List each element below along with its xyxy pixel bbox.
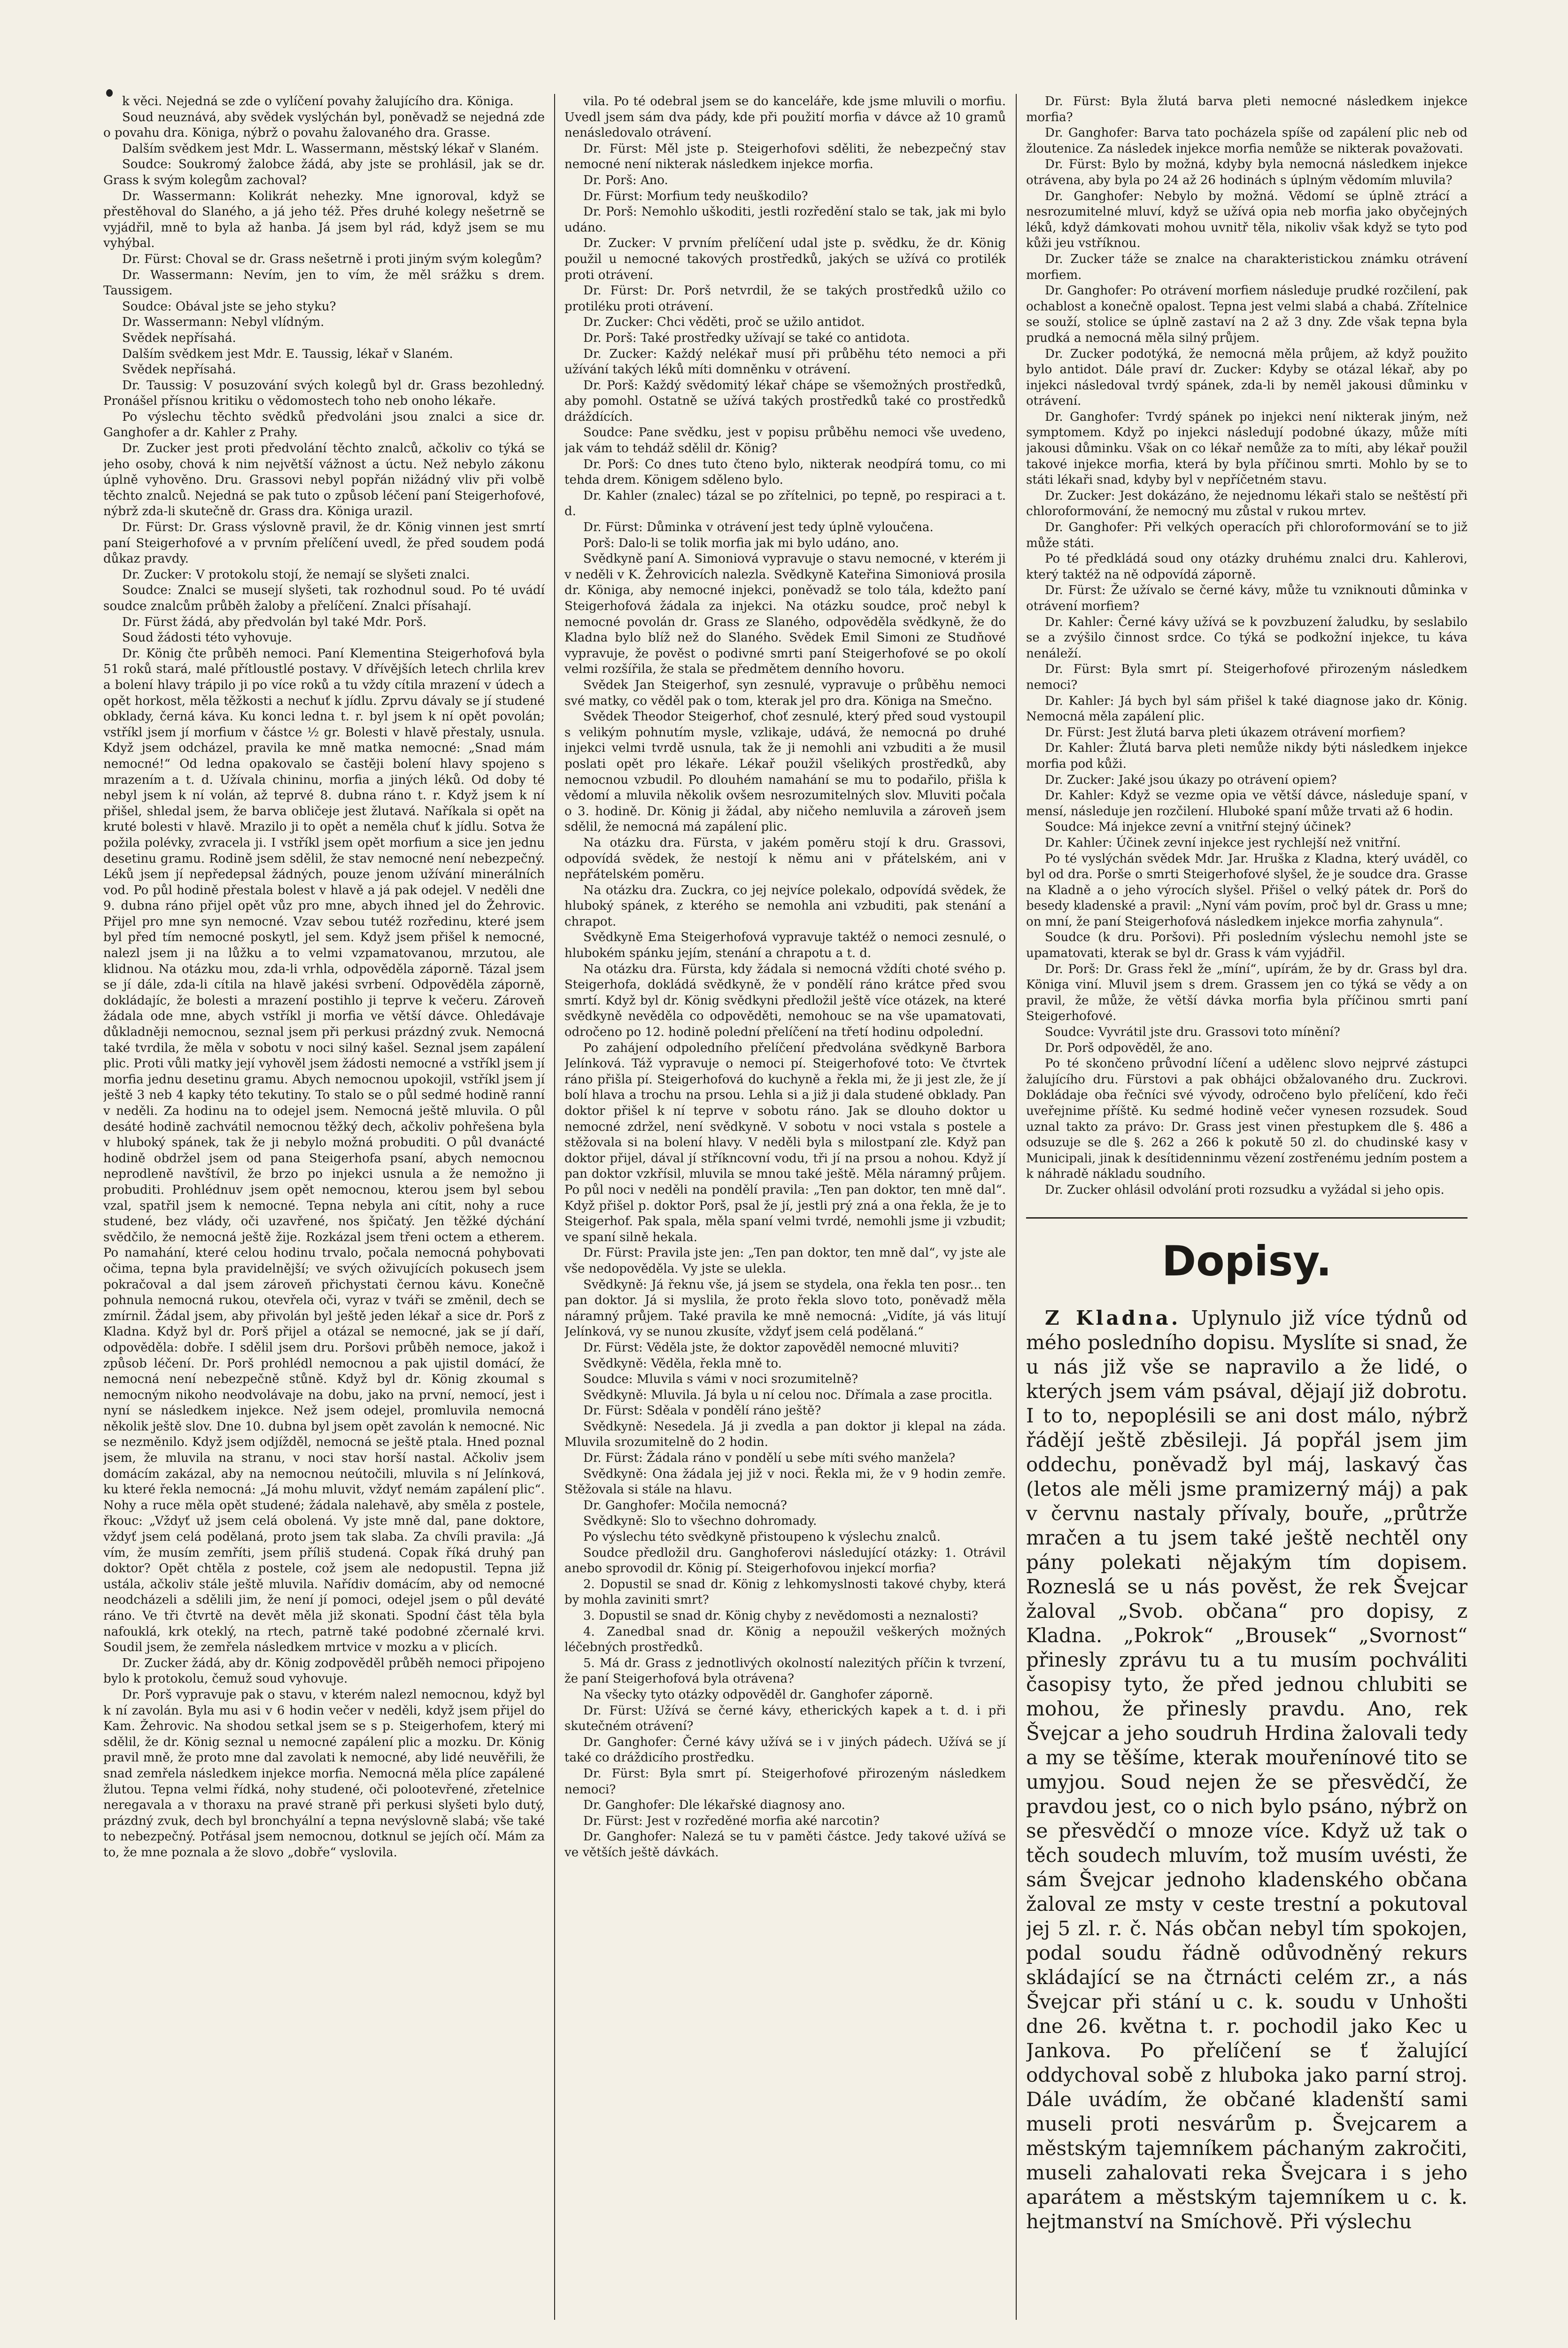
paragraph: Dr. Zucker podotýká, že nemocná měla průjem, až když použito bylo antidot. Dále praví dr. Zucker: Kdyby se otázal lékař, aby po injekci následoval tvrdý spánek, zda-li by neměl jakousi důminku v otrávení. bbox=[1026, 347, 1468, 409]
paragraph: Dr. Fürst: Že užívalo se černé kávy, může tu vzniknouti důminka v otrávení morfiem? bbox=[1026, 583, 1468, 613]
paragraph: Soudce: Vyvrátil jste dru. Grassovi toto mínění? bbox=[1045, 1025, 1340, 1040]
paragraph: Dr. Fürst žádá, aby předvolán byl také Mdr. Porš. bbox=[122, 615, 427, 629]
paragraph: Soudce: Znalci se musejí slyšeti, tak rozhodnul soud. Po té uvádí soudce znalcům průběh žaloby a přelíčení. Znalci přísahají. bbox=[103, 583, 545, 613]
paragraph: Dr. Kahler: Já bych byl sám přišel k také diagnose jako dr. König. Nemocná měla zapálení plic. bbox=[1026, 694, 1468, 724]
paragraph: Dr. Kahler: Žlutá barva pleti nemůže nikdy býti následkem injekce morfia pod kůži. bbox=[1026, 741, 1468, 771]
paragraph: Svědkyně: Slo to všechno dohromady. bbox=[583, 1514, 817, 1529]
paragraph: Dalším svědkem jest Mdr. L. Wassermann, městský lékař v Slaném. bbox=[122, 141, 539, 156]
paragraph: Dr. Zucker: Jest dokázáno, že nejednomu lékaři stalo se neštěstí při chloroformování, že nemocný mu zůstal v rukou mrtev. bbox=[1026, 488, 1468, 519]
paragraph: Dr. Fürst: Věděla jste, že doktor zapověděl nemocné mluviti? bbox=[583, 1340, 959, 1355]
paragraph: Svědek Jan Steigerhof, syn zesnulé, vypravuje o průběhu nemoci své matky, co věděl pak o tom, kterak jel pro dra. Königa na Smečno. bbox=[564, 678, 1006, 708]
paragraph: Po zahájení odpoledního přelíčení předvolána svědkyně Barbora Jelínková. Táž vypravuje o nemoci pí. Steigerhofové toto: Ve čtvrtek ráno přišla pí. Steigerhofová do kuchyně a řekla mi, že ji jest zle, že jí bolí hlava a trochu na prsou. Lehla si a již ji dala studené obklady. Pan doktor přišel k ní teprve v sobotu ráno. Jak se dlouho doktor u nemocné zdržel, není svědkyně. V sobotu v noci vstala s postele a stěžovala si na bolení hlavy. V neděli byla s milostpaní zle. Když pan doktor přijel, dával jí stříkncovní vodu, tři jí na prsou a nohou. Když jí pan doktor vzkřísil, mluvila se mnou také ještě. Měla náramný průjem. Po půl noci v neděli na pondělí pravila: „Ten pan doktor, ten mně dal“. Když přišel p. doktor Porš, psal že jí, jestli prý zná a ona řekla, že je to Steigerhof. Pak spala, měla spaní velmi tvrdé, nemohli jsme ji vzbudit; ve spaní silně hekala. bbox=[564, 1041, 1006, 1244]
paragraph: Dr. Ganghofer: Po otrávení morfiem následuje prudké rozčilení, pak ochablost a konečně opalost. Tepna jest velmi slabá a chabá. Zřítelnice se souží, stolice se úplně zastaví na 2 až 3 dny. Zde však tepna byla prudká a nemocná měla silný průjem. bbox=[1026, 284, 1468, 345]
paragraph: Svědkyně: Já řeknu vše, já jsem se stydela, ona řekla ten posr... ten pan doktor. Já si myslila, že proto řekla slovo toto, poněvadž měla náramný průjem. Také pravila ke mně nemocná: „Vidíte, já vás litují Jelínková, vy se nunou zkusíte, vždyť jsem celá podělaná.“ bbox=[564, 1277, 1006, 1339]
paragraph: Dr. Fürst: Pravila jste jen: „Ten pan doktor, ten mně dal“, vy jste ale vše nedopověděla. Vy jste se ulekla. bbox=[564, 1246, 1006, 1276]
paragraph: Soudce předložil dru. Ganghoferovi následující otázky: 1. Otrávil anebo sprovodil dr. König pí. Steigerhofovou injekcí morfia? bbox=[564, 1545, 1006, 1576]
paragraph: Dr. Ganghofer: Barva tato pocházela spíše od zapálení plic neb od žloutenice. Za následek injekce morfia nemůže se nikterak považovati. bbox=[1026, 126, 1468, 156]
paragraph: Dr. Fürst: Důminka v otrávení jest tedy úplně vyloučena. bbox=[583, 520, 934, 535]
paragraph: Dr. Zucker: Chci věděti, proč se užilo antidot. bbox=[583, 315, 865, 330]
paragraph: Po té skončeno průvodní líčení a udělenc slovo nejprvé zástupci žalujícího dru. Fürstovi a pak obhájci obžalovaného dru. Zuckrovi. Dokládaje oba řečníci své vývody, odročeno bylo přelíčení, kdo řeči uveřejnime příště. Ku sedmé hodině večer vynesen rozsudek. Soud uznal takto za právo: Dr. Grass jest vinen přestupkem dle §. 486 a odsuzuje se dle §. 262 a 266 k pokutě 50 zl. do chudinské kasy v Municipali, jinak k desítidenninmu vězení zostřenému jedním postem a k náhradě nákladu soudního. bbox=[1026, 1057, 1468, 1182]
paragraph: Dr. Fürst: Morfium tedy neuškodilo? bbox=[583, 189, 808, 203]
paragraph: Dr. Wassermann: Nevím, jen to vím, že měl srážku s drem. Taussigem. bbox=[103, 268, 545, 298]
paragraph: Dr. Zucker: Každý nelékař musí při průběhu této nemoci a při užívání takých léků míti domněnku v otrávení. bbox=[564, 347, 1006, 377]
paragraph: Svědkyně: Věděla, řekla mně to. bbox=[583, 1356, 782, 1371]
paragraph: Soudce: Má injekce zevní a vnitřní stejný účinek? bbox=[1045, 820, 1351, 834]
column-rule-1 bbox=[554, 94, 555, 2320]
dopis-kladno bbox=[1026, 1306, 1468, 2234]
paragraph: Dr. Porš: Dr. Grass řekl že „míní“, upírám, že by dr. Grass byl dra. Königa viní. Mluvil jsem s drem. Grassem jen co týká se vědy a on pravil, že může, že větší dávka morfia byla příčinou smrti paní Steigerhofové. bbox=[1026, 962, 1468, 1024]
paragraph: Dr. Fürst: Dr. Porš netvrdil, že se takých prostředků užilo co protiléku proti otrávení. bbox=[564, 284, 1006, 314]
paragraph: Soudce: Obával jste se jeho styku? bbox=[122, 299, 336, 314]
paragraph: Po té vyslýchán svědek Mdr. Jar. Hruška z Kladna, který uváděl, co byl od dra. Porše o smrti Steigerhofové slyšel, že je soudce dra. Grasse na Kladně a o jeho výrocích slyšel. Přišel o velký pátek dr. Porš do besedy kladenské a pravil: „Nyní vám povím, proč byl dr. Grass u mne; on mní, že paní Steigerhofová následkem injekce morfia zahynula“. bbox=[1026, 851, 1468, 929]
paragraph: Dr. Fürst: Jest v rozředěné morfia aké narcotin? bbox=[583, 1814, 880, 1828]
paragraph: Svědkyně: Nesedela. Já ji zvedla a pan doktor ji klepal na záda. Mluvila srozumitelně do 2 hodin. bbox=[564, 1419, 1006, 1450]
paragraph: Dr. Fürst: Bylo by možná, kdyby byla nemocná následkem injekce otrávena, aby byla po 24 až 26 hodinách s úplným vědomím mluvila? bbox=[1026, 157, 1468, 187]
paragraph: Dr. Kahler: Účinek zevní injekce jest rychlejší než vnitřní. bbox=[1045, 835, 1401, 850]
paragraph: Svědkyně: Ona žádala jej již v noci. Řekla mi, že v 9 hodin zemře. Stěžovala si stále na hlavu. bbox=[564, 1467, 1006, 1497]
paragraph: Dr. Fürst: Byla žlutá barva pleti nemocné následkem injekce morfia? bbox=[1026, 94, 1468, 124]
paragraph: Soud neuznává, aby svědek vyslýchán byl, poněvadž se nejedná zde o povahu dra. Königa, nýbrž o povahu žalovaného dra. Grasse. bbox=[103, 110, 545, 140]
paragraph: Dr. Ganghofer: Dle lékařské diagnosy ano. bbox=[583, 1798, 845, 1813]
paragraph: Svědkyně: Mluvila. Já byla u ní celou noc. Dřímala a zase procitla. bbox=[583, 1388, 993, 1402]
paragraph: Dr. Zucker táže se znalce na charakteristickou známku otrávení morfiem. bbox=[1026, 252, 1468, 282]
paragraph: 2. Dopustil se snad dr. König z lehkomyslnosti takové chyby, která by mohla zaviniti smrt? bbox=[564, 1577, 1006, 1607]
paragraph: Dr. Wassermann: Nebyl vlídným. bbox=[122, 315, 324, 330]
paragraph: Dr. Porš: Co dnes tuto čteno bylo, nikterak neodpírá tomu, co mi tehda drem. Königem sděleno bylo. bbox=[564, 457, 1006, 487]
paragraph: Soudce: Pane svědku, jest v popisu průběhu nemoci vše uvedeno, jak vám to tehdáž sdělil dr. König? bbox=[564, 425, 1006, 456]
paragraph: Po výslechu této svědkyně přistoupeno k výslechu znalců. bbox=[583, 1530, 941, 1545]
paragraph: Soudce: Soukromý žalobce žádá, aby jste se prohlásil, jak se dr. Grass k svým kolegům zachoval? bbox=[103, 157, 545, 187]
paragraph: Dr. Ganghofer: Při velkých operacích při chloroformování se to již může státi. bbox=[1026, 520, 1468, 550]
paragraph: Soud žádosti této vyhovuje. bbox=[122, 631, 293, 645]
paragraph: Dr. Zucker: V protokolu stojí, že nemají se slyšeti znalci. bbox=[122, 567, 470, 582]
section-separator bbox=[1026, 1217, 1468, 1219]
paragraph: Svědek nepřísahá. bbox=[122, 363, 236, 377]
section-heading: Dopisy. bbox=[1162, 1236, 1332, 1285]
paragraph: 4. Zanedbal snad dr. König a nepoužil veškerých možných léčebných prostředků. bbox=[564, 1624, 1006, 1655]
paragraph: Dr. Porš vypravuje pak o stavu, v kterém nalezl nemocnou, když byl k ní zavolán. Byla mu asi v 6 hodin večer v neděli, když jsem přijel do Kam. Žehrovic. Na shodou setkal jsem se s p. Steigerhofem, který mi sdělil, že dr. König seznal u nemocné zapálení plic a mozku. Dr. König pravil mně, že proto mne dal zavolati k nemocné, aby lidé neuvěřili, že snad zemřela následkem injekce morfia. Nemocná měla plíce zapálené žlutou. Tepna velmi řídká, nohy studené, oči polootevřené, zřetelnice neregavala a v thoraxu na pravé straně při perkusi slyšeti bylo dutý, prázdný zvuk, dech byl bronchyální a tepna nevýslovně slabá; vše také to nebezpečný. Potřásal jsem nemocnou, dotknul se jejích očí. Mám za to, že mne poznala a že slovo „dobře“ vyslovila. bbox=[103, 1687, 545, 1860]
paragraph: Dalším svědkem jest Mdr. E. Taussig, lékař v Slaném. bbox=[122, 347, 453, 361]
paragraph: Dr. Fürst: Užívá se černé kávy, etherických kapek a t. d. i při skutečném otrávení? bbox=[564, 1703, 1006, 1734]
column-3 bbox=[1026, 94, 1468, 2320]
column-rule-2 bbox=[1016, 94, 1017, 2320]
column-1 bbox=[103, 94, 545, 2320]
paragraph: Svědkyně paní A. Simoniová vypravuje o stavu nemocné, v kterém ji v neděli v K. Žehrovicích nalezla. Svědkyně Kateřina Simoniová prosila dr. Königa, aby nemocné injekci, poněvadž se tolo tála, kdežto paní Steigerhofová žádala za injekci. Na otázku soudce, proč nebyl k nemocné povolán dr. Grass ze Slaného, odpověděla svědkyně, že do Kladna bylo blíž než do Slaného. Svědek Emil Simoni ze Studňové vypravuje, že pověst o podivné smrti paní Steigerhofové se po okolí velmi rozšířila, že stala se předmětem denního hovoru. bbox=[564, 552, 1006, 677]
paragraph: Dr. Taussig: V posuzování svých kolegů byl dr. Grass bezohledný. Pronášel přísnou kritiku o vědomostech toho neb onoho lékaře. bbox=[103, 378, 545, 409]
paragraph: Soudce (k dru. Poršovi). Při posledním výslechu nemohl jste se upamatovati, kterak se byl dr. Grass k vám vyjádřil. bbox=[1026, 930, 1468, 961]
paragraph: Dr. Ganghofer: Močila nemocná? bbox=[583, 1498, 787, 1513]
paragraph: Dr. Ganghofer: Nalezá se tu v paměti částce. Jedy takové užívá se ve větších ještě dávkách. bbox=[564, 1830, 1006, 1860]
paragraph: Dr. Fürst: Choval se dr. Grass nešetrně i proti jiným svým kolegům? bbox=[122, 252, 542, 266]
paragraph: vila. Po té odebral jsem se do kanceláře, kde jsme mluvili o morfiu. Uvedl jsem sám dva pády, kde při použití morfia v dávce až 10 gramů nenásledovalo otrávení. bbox=[564, 94, 1006, 140]
paragraph: Po té předkládá soud ony otázky druhému znalci dru. Kahlerovi, který taktéž na ně odpovídá záporně. bbox=[1026, 552, 1468, 582]
paragraph: Svědek Theodor Steigerhof, choť zesnulé, který před soud vystoupil s velikým pohnutím mysle, vzlikaje, udává, že nemocná po druhé injekci velmi tvrdě usnula, tak že ji nemohli ani vzbuditi a že musil poslati opět pro lékaře. Lékař použil všelikých prostředků, aby nemocnou vzbudil. Po dlouhém namahání se mu to podařilo, přišla k vědomí a mluvila několik ovšem nesrozumitelných slov. Mluviti počala o 3. hodině. Dr. König ji žádal, aby ničeho nemluvila a zároveň jsem sdělil, že nemocná má zapálení plic. bbox=[564, 710, 1006, 834]
dateline-text: Uplynulo již více týdnů od mého posledního dopisu. Myslíte si snad, že u nás již vše se napravilo a že lidé, o kterých jsem vám psával, dějají již dobrotu. I to to, nepoplésili se ani dost málo, nýbrž řádějí ještě zběsileji. Já popřál jsem jim oddechu, poněvadž byl máj, laskavý čas (letos ale měli jsme pramizerný máj) a pak v červnu nastaly přívaly, bouře, „průtrže mračen a tu jsem také ještě nechtěl ony pány polekati nějakým tím dopisem. Rozneslá se u nás pověst, že rek Švejcar žaloval „Svob. občana“ pro dopisy, z Kladna. „Pokrok“ „Brousek“ „Svornost“ přinesly zprávu tu a tu musím pochváliti časopisy tyto, že před jednou chlubiti se mohou, že přinesly pravdu. Ano, rek Švejcar a jeho soudruh Hrdina žalovali tedy a my se těšíme, kterak mouřenínové tito se umyjou. Soud nejen že se přesvědčí, že pravdou jest, co o nich bylo psáno, nýbrž on se přesvědčí o mnoze více. Když už tak o těch soudech mluvím, tož musím uvésti, že sám Švejcar jednoho kladenského občana žaloval ze msty v ceste trestní a pokutoval jej 5 zl. r. č. Nás občan nebyl tím spokojen, podal soudu řádně odůvodněný rekurs skládající se na čtrnácti celém zr., a nás Švejcar při stání u c. k. soudu v Unhošti dne 26. května t. r. pochodil jako Kec u Jankova. Po přelíčení se ť žalující oddychoval sobě z hluboka jako parní stroj. Dále uvádím, že občané kladenští sami museli proti nesvárům p. Švejcarem a městským tajemníkem páchaným zakročiti, museli zahalovati reka Švejcara i s jeho aparátem a městským tajemníkem u c. k. hejtmanství na Smíchově. Při výslechu bbox=[1026, 1306, 1468, 2233]
paragraph: Na otázku dra. Zuckra, co jej nejvíce polekalo, odpovídá svědek, že hluboký spánek, z kterého se nemohla ani vzbuditi, pak stenání a chrapot. bbox=[564, 883, 1006, 929]
paragraph: Dr. Zucker: Jaké jsou úkazy po otrávení opiem? bbox=[1045, 772, 1337, 787]
paragraph: Dr. Porš: Ano. bbox=[583, 173, 668, 187]
paragraph: Soudce: Mluvila s vámi v noci srozumitelně? bbox=[583, 1372, 858, 1387]
paragraph: Dr. Zucker jest proti předvolání těchto znalců, ačkoliv co týká se jeho osoby, chová k nim největší vážnost a úctu. Než nebylo zákonu úplně vyhověno. Dru. Grassovi nebyl popřán nižádný vliv při volbě těchto znalců. Nejedná se pak tuto o způsob léčení paní Steigerhofové, nýbrž zda-li skutečně dr. Grass dra. Königa urazil. bbox=[103, 441, 545, 519]
paragraph: Dr. Porš odpověděl, že ano. bbox=[1045, 1041, 1213, 1055]
paragraph: Dr. Fürst: Dr. Grass výslovně pravil, že dr. König vinnen jest smrtí paní Steigerhofové a v prvním přelíčení uvedl, že před soudem podá důkaz pravdy. bbox=[103, 520, 545, 566]
dateline-lead: Z Kladna. bbox=[1045, 1306, 1181, 1329]
paragraph: Dr. Kahler: Černé kávy užívá se k povzbuzení žaludku, by seslabilo se a zvýšilo činnost srdce. Co týká se podkožní injekce, tu káva nenáleží. bbox=[1026, 615, 1468, 661]
paragraph: Dr. Fürst: Žádala ráno v pondělí u sebe míti svého manžela? bbox=[583, 1451, 956, 1466]
paragraph: Na otázku dra. Fürsta, kdy žádala si nemocná vždíti choté svého p. Steigerhofa, dokládá svědkyně, že v pondělí ráno krátce před svou smrtí. Když byl dr. König svědkyni předložil ještě více otázek, na které svědkyně nevěděla co odpověděti, nemohouc se na vše upamatovati, odročeno po 12. hodině polední přelíčení na třetí hodinu odpolední. bbox=[564, 962, 1006, 1040]
column-3-body bbox=[1026, 94, 1468, 1198]
newspaper-page bbox=[94, 70, 1493, 2334]
paragraph: Dr. Fürst: Byla smrt pí. Steigerhofové přirozeným následkem nemoci? bbox=[1026, 662, 1468, 692]
paragraph: Dr. Fürst: Byla smrt pí. Steigerhofové přirozeným následkem nemoci? bbox=[564, 1766, 1006, 1797]
paragraph: 5. Má dr. Grass z jednotlivých okolností nalezitých příčin k tvrzení, že paní Steigerhofová byla otrávena? bbox=[564, 1656, 1006, 1686]
paragraph: Dr. Wassermann: Kolikrát nehezky. Mne ignoroval, když se přestěhoval do Slaného, a já jeho též. Přes druhé kolegy nešetrně se vyjádřil, mně to byla až hanba. Já jsem byl rád, když jsem se mu vyhýbal. bbox=[103, 189, 545, 251]
paragraph: Dr. Ganghofer: Černé kávy užívá se i v jiných pádech. Užívá se jí také co dráždicího prostředku. bbox=[564, 1735, 1006, 1765]
paragraph: Dr. König čte průběh nemoci. Paní Klementina Steigerhofová byla 51 roků stará, malé přítloustlé postavy. V dřívějších letech chrlila krev a bolení hlavy trápilo ji po více roků a tu vždy cítila mrazení v údech a opět horkost, měla těžkosti a nechuť k jídlu. Zprvu dávaly se jí studené obklady, černá káva. Ku konci ledna t. r. byl jsem k ní opět povolán; vstříkl jsem jí morfium v částce ½ gr. Bolesti v hlavě přestaly, usnula. Když jsem odcházel, pravila ke mně matka nemocné: „Snad mám nemocné!“ Od ledna opakovalo se častěji bolení hlavy spojeno s mrazením a t. d. Užívala chininu, morfia a jiných léků. Od doby té nebyl jsem k ní volán, až teprvé 8. dubna ráno t. r. Když jsem k ní přišel, shledal jsem, že barva obličeje jest žlutavá. Naříkala si opět na kruté bolesti v hlavě. Mrazilo ji to opět a neměla chuť k jídlu. Sotva že požila polévky, zvracela ji. I vstříkl jsem opět morfium a sice jen jednu desetinu gramu. Rodině jsem sdělil, že stav nemocné není nebezpečný. Léků jsem jí nepředepsal žádných, pouze jenom užívání minerálních vod. Po půl hodině přestala bolest v hlavě a já pak odejel. V neděli dne 9. dubna ráno přijel opět vůz pro mne, abych ihned jel do Žehrovic. Přijel pro mne syn nemocné. Vzav sebou tutéž rozředinu, které jsem byl před tím nemocné poskytl, jel sem. Když jsem přišel k nemocné, nalezl jsem ji na lůžku a to velmi vzpamatovanou, mrzutou, ale klidnou. Na otázku mou, zda-li vrhla, odpověděla záporně. Tázal jsem se jí dále, zda-li cítila na hlavě jakési svrbení. Odpověděla záporně, dokládajíc, že bolesti a mrazení postihlo ji teprve k večeru. Zároveň žádala ode mne, abych vstříkl ji morfia ve větší dávce. Ohledávaje důkladněji nemocnou, seznal jsem při perkusi prázdný zvuk. Nemocná také tvrdila, že měla v sobotu v noci silný kašel. Seznal jsem zapálení plic. Proti vůli matky její vyhověl jsem žádosti nemocné a vstříkl jsem jí morfia jednu desetinu gramu. Abych nemocnou upokojil, vstříkl jsem jí ještě 3 neb 4 kapky této tekutiny. To stalo se o půl sedmé hodině ranní v neděli. Za hodinu na to odejel jsem. Nemocná ještě mluvila. O půl desáté hodině zachvátil nemocnou těžký dech, ačkoliv pohřešena byla v hluboký spánek, tak že ji nebylo možná probuditi. O půl dvanácté hodině obdržel jsem od pana Steigerhofa psaní, abych nemocnou neprodleně navštívil, že brzo po injekci usnula a že nemožno ji probuditi. Prohlédnuv jsem opět nemocnou, kterou jsem byl sebou vzal, spatřil jsem k nemocné. Tepna nebyla ani cítit, nohy a ruce studené, bez vlády, oči uzavřené, nos špičatý. Jen těžké dýchání svědčilo, že nemocná ještě žije. Rozkázal jsem třeni octem a etherem. Po namahání, které celou hodinu trvalo, počala nemocná pohybovati očima, tepna byla pravidelnější; ve svých oživujících pokusech jsem pokračoval a dal jsem zároveň přichystati černou kávu. Konečně pohnula nemocná rukou, otevřela oči, vyraz v tváři se změnil, dech se zmírnil. Žádal jsem, aby přivolán byl ještě jeden lékař a sice dr. Porš z Kladna. Když byl dr. Porš přijel a otázal se nemocné, jak se jí daří, odpověděla: dobře. I sdělil jsem dru. Poršovi průběh nemoce, jakož i způsob léčení. Dr. Porš prohlédl nemocnou a pak ujistil domácí, že nemocná není nebezpečně stůně. Když byl dr. König zkoumal s nemocným nikoho neodvolávaje na dobu, jako na první, nemocí, jest i nyní se následkem injekce. Než jsem odejel, promluvila nemocná několik ještě slov. Dne 10. dubna byl jsem opět zavolán k nemocné. Nic se nezměnilo. Když jsem odjížděl, nemocná se ještě ptala. Hned poznal jsem, že mluvila na stranu, v noci stav horší nastal. Ačkoliv jsem domácím zakázal, aby na nemocnou neútočili, mluvila s ní Jelínková, ku které řekla nemocná: „Já mohu mluvit, vždyť nemám zapálení plic“. Nohy a ruce měla opět studené; žádala nalehavě, aby směla z postele, řkouc: „Vždyť už jsem celá obolená. Vy jste mně dal, pane doktore, vždyť jsem celá podělaná, proto jsem tak slaba. Za chvíli pravila: „Já vím, že musím zemříti, jsem příliš studená. Copak říká druhý pan doktor? Opět chtěla z postele, což jsem ale nedopustil. Tepna již ustála, ačkoliv stále ještě mluvila. Nařídiv domácím, aby od nemocné neodcházeli a sdělili jim, že není jí pomoci, odejel jsem o půl deváté ráno. Ve tři čtvrtě na devět měla již skonati. Spodní část těla byla nafouklá, krk oteklý, na rtech, patrně také podobné zčernalé krvi. Soudil jsem, že zemřela následkem mrtvice v mozku a v plicích. bbox=[103, 646, 545, 1655]
paragraph: Dr. Kahler (znalec) tázal se po zřítelnici, po tepně, po respiraci a t. d. bbox=[564, 488, 1006, 519]
paragraph: Dr. Porš: Také prostředky užívají se také co antidota. bbox=[583, 331, 910, 345]
paragraph: Dr. Zucker žádá, aby dr. König zodpověděl průběh nemoci připojeno bylo k protokolu, čemuž soud vyhovuje. bbox=[103, 1656, 545, 1686]
paragraph: Dr. Zucker ohlásil odvolání proti rozsudku a vyžádal si jeho opis. bbox=[1045, 1182, 1444, 1197]
paragraph: 3. Dopustil se snad dr. König chyby z nevědomosti a neznalosti? bbox=[583, 1609, 978, 1623]
paragraph: k věci. Nejedná se zde o vylíčení povahy žalujícího dra. Königa. bbox=[122, 94, 514, 108]
paragraph: Po výslechu těchto svědků předvoláni jsou znalci a sice dr. Ganghofer a dr. Kahler z Prahy. bbox=[103, 409, 545, 440]
paragraph: Dr. Ganghofer: Nebylo by možná. Vědomí se úplně ztrácí a nesrozumitelné mluví, když se užívá opia neb morfia jako obyčejných léků, když dámkovati mohou uvnitř těla, nikoliv však když se tyto pod kůži jeu vstříknou. bbox=[1026, 189, 1468, 251]
paragraph: Svědek nepřísahá. bbox=[122, 331, 236, 345]
paragraph: Porš: Dalo-li se tolik morfia jak mi bylo udáno, ano. bbox=[583, 536, 899, 550]
paragraph: Na všecky tyto otázky odpověděl dr. Ganghofer záporně. bbox=[583, 1687, 933, 1702]
paragraph: Dr. Zucker: V prvním přelíčení udal jste p. svědku, že dr. König použil u nemocné takových prostředků, jakých se užívá co protilék proti otrávení. bbox=[564, 236, 1006, 282]
paragraph: Dr. Fürst: Sděala v pondělí ráno ještě? bbox=[583, 1404, 821, 1418]
paragraph: Dr. Ganghofer: Tvrdý spánek po injekci není nikterak jiným, než symptomem. Když po injekci následují podobné úkazy, může míti jakousi důminku. Však on co lékař nemůže za to míti, aby lékař použil takové injekce morfia, která by byla příčinou smrti. Mohlo by se to státi lékaři snad, kdyby byl v nepříčetném stavu. bbox=[1026, 409, 1468, 487]
paragraph: Dr. Fürst: Jest žlutá barva pleti úkazem otrávení morfiem? bbox=[1045, 725, 1406, 740]
paragraph: Na otázku dra. Fürsta, v jakém poměru stojí k dru. Grassovi, odpovídá svědek, že nestojí k němu ani v přátelském, ani v nepřátelském poměru. bbox=[564, 835, 1006, 882]
paragraph: Dr. Porš: Každý svědomitý lékař chápe se všemožných prostředků, aby pomohl. Ostatně se užívá takých prostředků také co prostředků dráždících. bbox=[564, 378, 1006, 424]
paragraph: Dr. Porš: Nemohlo uškoditi, jestli rozředění stalo se tak, jak mi bylo udáno. bbox=[564, 205, 1006, 235]
paragraph: Dr. Fürst: Měl jste p. Steigerhofovi sděliti, že nebezpečný stav nemocné není nikterak následkem injekce morfia. bbox=[564, 141, 1006, 172]
paragraph: Dr. Kahler: Když se vezme opia ve větší dávce, následuje spaní, v mensí, následuje jen rozčilení. Hluboké spaní může trvati až 6 hodin. bbox=[1026, 788, 1468, 819]
paragraph: Svědkyně Ema Steigerhofová vypravuje taktéž o nemoci zesnulé, o hlubokém spánku jejím, stenání a chrapotu a t. d. bbox=[564, 930, 1006, 961]
column-2 bbox=[564, 94, 1006, 2320]
